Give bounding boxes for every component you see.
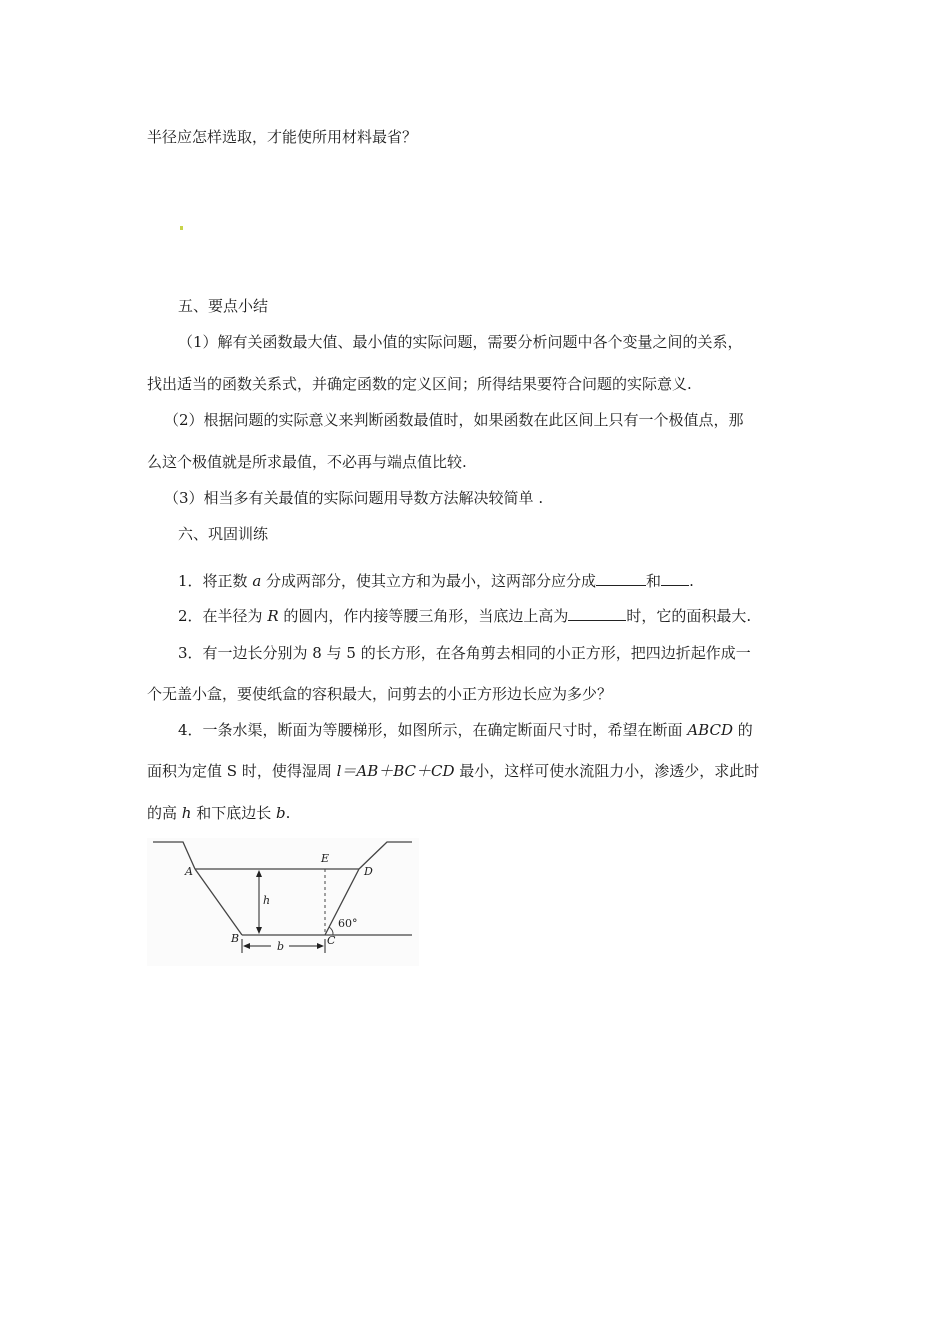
question-3-line2: 个无盖小盒，要使纸盒的容积最大，问剪去的小正方形边长应为多少？	[147, 685, 613, 703]
label-E: E	[321, 852, 330, 865]
question-4-line2	[147, 761, 759, 781]
q4-l3-text-a: 的高	[147, 804, 182, 822]
q1-text-b: 分成两部分，使其立方和为最小，这两部分应分成	[261, 572, 597, 590]
question-4-line1	[178, 720, 753, 740]
section5-p3: （3）相当多有关最值的实际问题用导数方法解决较简单 .	[164, 489, 544, 507]
section5-p2-line2: 么这个极值就是所求最值，不必再与端点值比较.	[147, 453, 467, 471]
label-b: b	[277, 940, 285, 953]
q4-l3-var: b	[276, 804, 286, 822]
q4-l2-text-a: 面积为定值 S 时，使得湿周	[147, 762, 337, 780]
q1-text-mid: 和	[646, 572, 662, 590]
label-D: D	[364, 865, 373, 878]
q1-text-end: .	[689, 572, 694, 590]
q4-l2-formula: l＝AB＋BC＋CD	[336, 762, 455, 780]
label-B: B	[231, 932, 240, 945]
q2-text-end: 时，它的面积最大.	[626, 607, 752, 625]
intro-line: 半径应怎样选取，才能使所用材料最省？	[147, 128, 418, 146]
q1-var: a	[252, 572, 262, 590]
section5-p1-line1: （1）解有关函数最大值、最小值的实际问题，需要分析问题中各个变量之间的关系，	[178, 333, 743, 351]
q4-l3-text-c: .	[285, 804, 291, 822]
q1-blank-2[interactable]	[661, 571, 689, 586]
trapezoid-channel-figure	[147, 838, 419, 966]
label-h: h	[263, 894, 271, 907]
section5-p2-line1: （2）根据问题的实际意义来判断函数最值时，如果函数在此区间上只有一个极值点，那	[164, 411, 744, 429]
q2-text-a: 2．在半径为	[178, 607, 268, 625]
q4-l1-text-b: 的	[732, 721, 753, 739]
q4-l3-h: h	[181, 804, 192, 822]
section6-title: 六、巩固训练	[178, 525, 269, 543]
trapezoid-diagram	[147, 838, 419, 966]
q2-text-b: 的圆内，作内接等腰三角形，当底边上高为	[278, 607, 569, 625]
q1-blank-1[interactable]	[596, 571, 646, 586]
q4-l1-var: ABCD	[687, 721, 733, 739]
question-4-line3	[147, 803, 290, 823]
question-2	[178, 606, 751, 626]
decorative-dot	[180, 226, 183, 230]
q4-l2-text-b: 最小，这样可使水流阻力小，渗透少，求此时	[454, 762, 760, 780]
question-1	[178, 571, 694, 591]
q4-l1-text-a: 4．一条水渠，断面为等腰梯形，如图所示，在确定断面尺寸时，希望在断面	[178, 721, 688, 739]
q2-blank[interactable]	[568, 606, 626, 621]
question-3-line1: 3．有一边长分别为 8 与 5 的长方形，在各角剪去相同的小正方形，把四边折起作成一	[178, 644, 751, 662]
section5-p1-line2: 找出适当的函数关系式，并确定函数的定义区间；所得结果要符合问题的实际意义.	[147, 375, 692, 393]
q2-var: R	[267, 607, 279, 625]
label-C: C	[327, 934, 336, 947]
q1-text-a: 1．将正数	[178, 572, 253, 590]
angle-label: 60°	[338, 917, 358, 930]
q4-l3-text-b: 和下底边长	[191, 804, 276, 822]
label-A: A	[185, 865, 193, 878]
section5-title: 五、要点小结	[178, 297, 269, 315]
